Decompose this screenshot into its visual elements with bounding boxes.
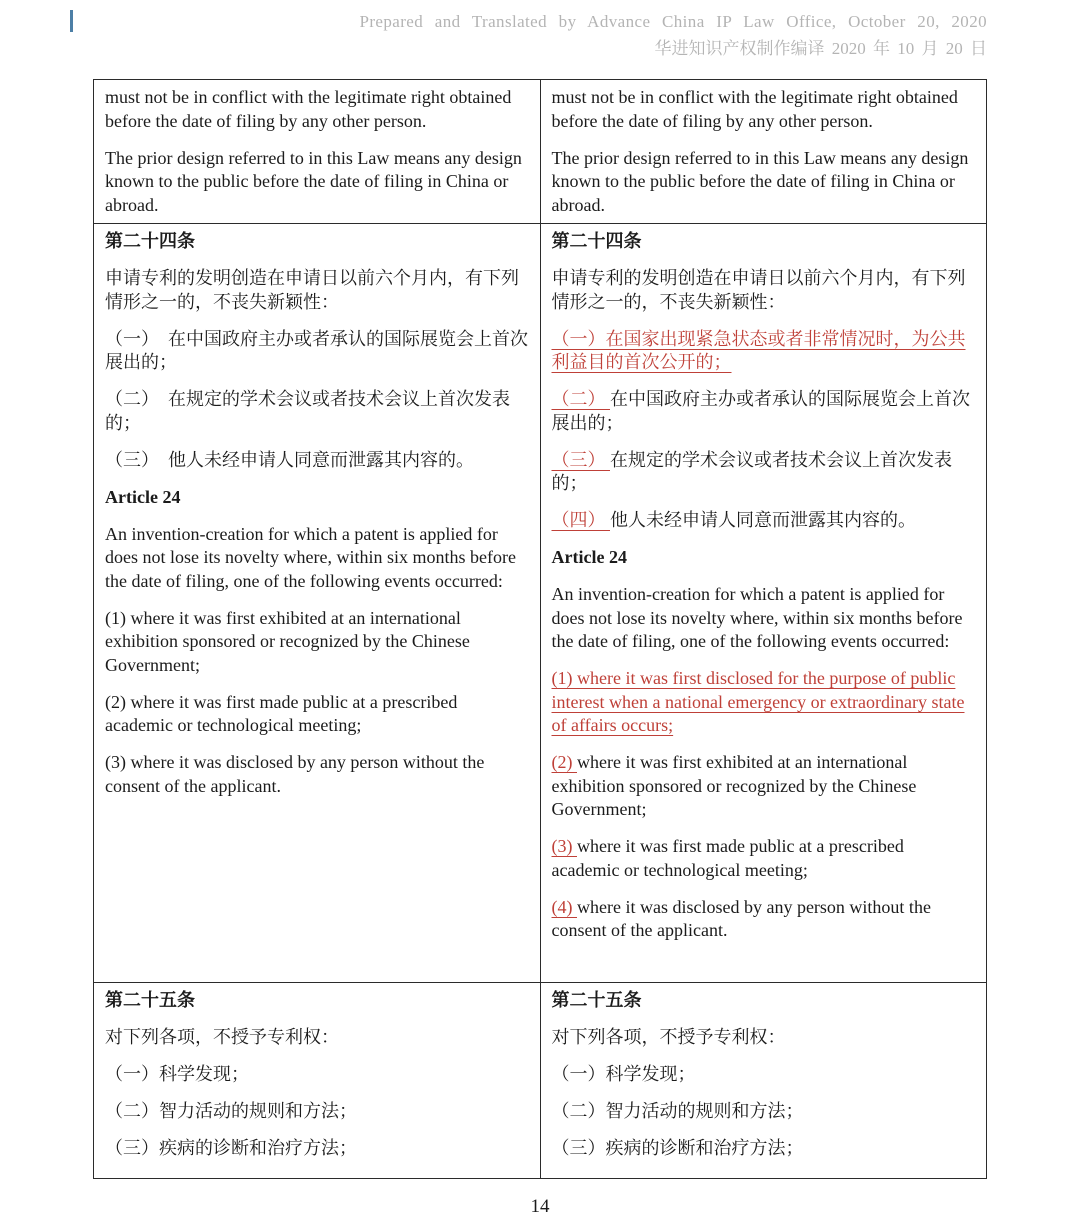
text-span: where it was first exhibited at an international exhibition sponsored or recognized by the Chinese Government; bbox=[551, 752, 917, 819]
paragraph bbox=[105, 267, 530, 314]
paragraph bbox=[552, 388, 977, 435]
table-row bbox=[94, 983, 987, 1179]
paragraph bbox=[552, 147, 977, 218]
text-span: （二）智力活动的规则和方法； bbox=[551, 1101, 804, 1121]
heading-text: 第二十四条 bbox=[551, 231, 642, 251]
paragraph bbox=[552, 509, 977, 533]
text-span: An invention-creation for which a patent is applied for does not lose its novelty where, within six months before the date of filing, one of the following events occurred: bbox=[551, 584, 963, 651]
heading-text: Article 24 bbox=[551, 547, 627, 567]
table-cell-right bbox=[540, 80, 987, 224]
paragraph bbox=[105, 1026, 530, 1050]
text-span: （一）科学发现； bbox=[551, 1064, 696, 1084]
page-number: 14 bbox=[530, 1196, 550, 1217]
paragraph bbox=[552, 328, 977, 375]
amended-text: （二） bbox=[551, 389, 610, 409]
table-cell-right bbox=[540, 983, 987, 1179]
paragraph bbox=[105, 147, 530, 218]
paragraph bbox=[105, 1137, 530, 1161]
text-span: （三）疾病的诊断和治疗方法； bbox=[105, 1138, 357, 1158]
text-span: （二）智力活动的规则和方法； bbox=[105, 1101, 357, 1121]
paragraph bbox=[105, 751, 530, 798]
paragraph bbox=[552, 583, 977, 654]
paragraph bbox=[105, 449, 530, 473]
comparison-table-body bbox=[94, 80, 987, 1179]
heading-text: 第二十五条 bbox=[551, 990, 642, 1010]
text-span: The prior design referred to in this Law means any design known to the public before the date of filing in China or abroad. bbox=[105, 147, 522, 215]
text-span: （一）科学发现； bbox=[105, 1064, 249, 1084]
paragraph bbox=[105, 486, 530, 510]
paragraph bbox=[105, 1063, 530, 1087]
paragraph bbox=[552, 230, 977, 254]
text-span: (2) where it was first made public at a prescribed academic or technological meeting; bbox=[105, 691, 458, 735]
paragraph bbox=[105, 1100, 530, 1124]
paragraph bbox=[552, 1026, 977, 1050]
paragraph bbox=[552, 667, 977, 738]
table-row bbox=[94, 224, 987, 983]
text-span: must not be in conflict with the legitimate right obtained before the date of filing by any other person. bbox=[551, 87, 958, 131]
paragraph bbox=[552, 449, 977, 496]
paragraph bbox=[552, 267, 977, 314]
amended-text: （一）在国家出现紧急状态或者非常情况时，为公共利益目的首次公开的； bbox=[551, 328, 966, 372]
text-span: must not be in conflict with the legitimate right obtained before the date of filing by any other person. bbox=[105, 87, 512, 131]
text-span: An invention-creation for which a patent is applied for does not lose its novelty where, within six months before the date of filing, one of the following events occurred: bbox=[105, 523, 516, 591]
text-span: where it was first made public at a prescribed academic or technological meeting; bbox=[551, 836, 904, 880]
text-span: （三）疾病的诊断和治疗方法； bbox=[551, 1138, 804, 1158]
amended-text: （三） bbox=[551, 449, 610, 470]
paragraph bbox=[552, 896, 977, 943]
paragraph bbox=[552, 989, 977, 1013]
paragraph bbox=[552, 835, 977, 882]
text-span: （三） 他人未经申请人同意而泄露其内容的。 bbox=[105, 449, 474, 470]
header-line-chinese: 华进知识产权制作编译 2020 年 10 月 20 日 bbox=[654, 39, 987, 58]
heading-text: 第二十五条 bbox=[105, 990, 195, 1010]
text-span: （二） 在规定的学术会议或者技术会议上首次发表的； bbox=[105, 389, 510, 433]
text-span: 对下列各项，不授予专利权： bbox=[551, 1027, 786, 1047]
amended-text: (3) bbox=[551, 836, 577, 856]
heading-text: Article 24 bbox=[105, 486, 181, 507]
text-span: The prior design referred to in this Law means any design known to the public before the date of filing in China or abroad. bbox=[551, 147, 969, 215]
table-cell-left bbox=[94, 80, 541, 224]
text-span: (1) where it was first exhibited at an international exhibition sponsored or recognized by the Chinese Government; bbox=[105, 607, 470, 675]
text-span: 在规定的学术会议或者技术会议上首次发表的； bbox=[551, 449, 952, 493]
text-span: （一） 在中国政府主办或者承认的国际展览会上首次展出的； bbox=[105, 328, 528, 372]
paragraph bbox=[552, 1100, 977, 1124]
text-span: (3) where it was disclosed by any person without the consent of the applicant. bbox=[105, 752, 485, 796]
table-cell-left bbox=[94, 983, 541, 1179]
table-row bbox=[94, 80, 987, 224]
heading-text: 第二十四条 bbox=[105, 231, 195, 251]
amended-text: (1) where it was first disclosed for the purpose of public interest when a national emergency or extraordinary state of affairs occurs; bbox=[551, 668, 965, 735]
paragraph bbox=[552, 1063, 977, 1087]
header-line-english: Prepared and Translated by Advance China IP Law Office, October 20, 2020 bbox=[359, 12, 987, 31]
amended-text: (2) bbox=[551, 752, 577, 772]
amended-text: (4) bbox=[551, 896, 577, 917]
paragraph bbox=[105, 230, 530, 254]
paragraph bbox=[105, 989, 530, 1013]
paragraph bbox=[105, 328, 530, 375]
table-cell-left bbox=[94, 224, 541, 983]
amended-text: （四） bbox=[551, 510, 610, 530]
law-comparison-table bbox=[93, 79, 987, 1179]
paragraph bbox=[552, 751, 977, 822]
paragraph bbox=[105, 86, 530, 133]
text-span: 他人未经申请人同意而泄露其内容的。 bbox=[610, 510, 916, 530]
text-span: 申请专利的发明创造在申请日以前六个月内，有下列情形之一的，不丧失新颖性： bbox=[551, 268, 966, 312]
page-header bbox=[0, 8, 987, 62]
paragraph bbox=[552, 1137, 977, 1161]
table-cell-right bbox=[540, 224, 987, 983]
paragraph bbox=[105, 388, 530, 435]
text-span: 对下列各项，不授予专利权： bbox=[105, 1027, 339, 1047]
paragraph bbox=[105, 607, 530, 678]
paragraph bbox=[552, 546, 977, 570]
text-span: where it was disclosed by any person without the consent of the applicant. bbox=[551, 896, 931, 940]
text-span: 申请专利的发明创造在申请日以前六个月内，有下列情形之一的，不丧失新颖性： bbox=[105, 268, 519, 312]
paragraph bbox=[105, 523, 530, 594]
paragraph bbox=[552, 86, 977, 133]
text-span: 在中国政府主办或者承认的国际展览会上首次展出的； bbox=[551, 389, 970, 433]
paragraph bbox=[105, 691, 530, 738]
